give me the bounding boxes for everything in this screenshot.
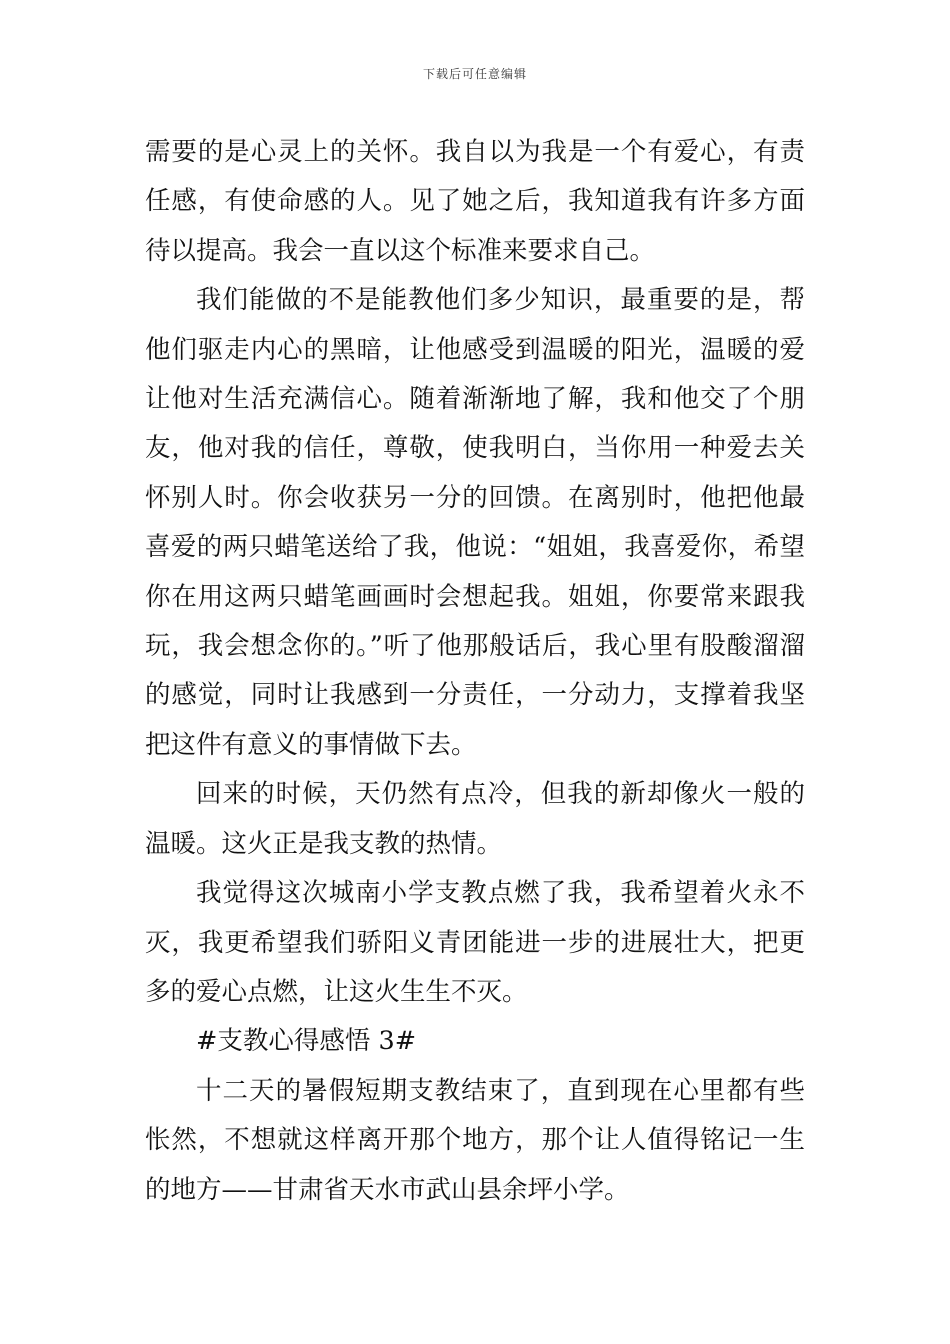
document-body (145, 128, 805, 1215)
paragraph-1: 需要的是心灵上的关怀。我自以为我是一个有爱心，有责任感，有使命感的人。见了她之后，我知道我有许多方面待以提高。我会一直以这个标准来要求自己。 (145, 137, 805, 266)
paragraph-2: 我们能做的不是能教他们多少知识，最重要的是，帮他们驱走内心的黑暗，让他感受到温暖的阳光，温暖的爱让他对生活充满信心。随着渐渐地了解，我和他交了个朋友，他对我的信任，尊敬，使我明白，当你用一种爱去关怀别人时。你会收获另一分的回馈。在离别时，他把他最喜爱的两只蜡笔送给了我，他说：“姐姐，我喜爱你，希望你在用这两只蜡笔画画时会想起我。姐姐，你要常来跟我玩，我会想念你的。”听了他那般话后，我心里有股酸溜溜的感觉，同时让我感到一分责任，一分动力，支撑着我坚把这件有意义的事情做下去。 (145, 285, 805, 760)
paragraph-3: 回来的时候，天仍然有点冷，但我的新却像火一般的温暖。这火正是我支教的热情。 (145, 779, 805, 859)
paragraph-4: 我觉得这次城南小学支教点燃了我，我希望着火永不灭，我更希望我们骄阳义青团能进一步的进展壮大，把更多的爱心点燃，让这火生生不灭。 (145, 878, 805, 1007)
header-note: 下载后可任意编辑 (422, 67, 527, 81)
paragraph-5: 十二天的暑假短期支教结束了，直到现在心里都有些怅然，不想就这样离开那个地方，那个让人值得铭记一生的地方——甘肃省天水市武山县余坪小学。 (145, 1075, 805, 1205)
section-heading: #支教心得感悟 3# (196, 1026, 417, 1057)
